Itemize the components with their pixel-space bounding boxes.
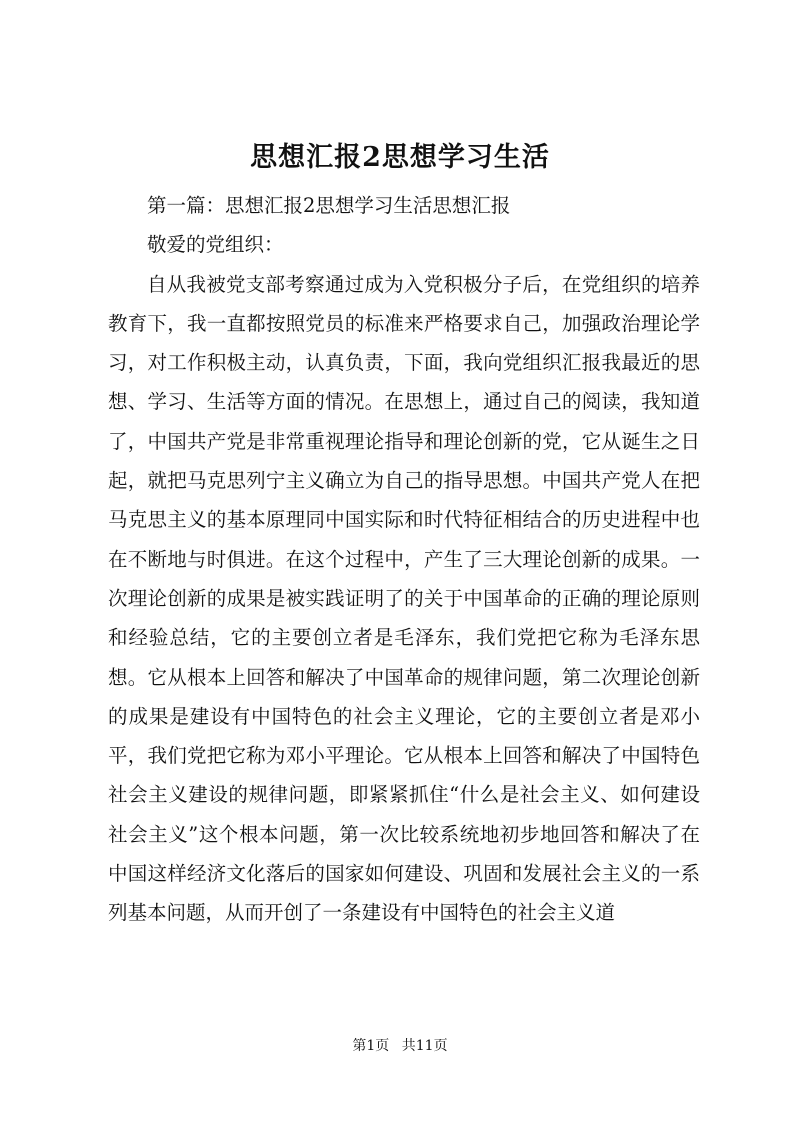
page-total: 共11页: [401, 1038, 448, 1054]
document-title: 思想汇报2思想学习生活: [250, 142, 550, 173]
body-paragraph: 自从我被党支部考察通过成为入党积极分子后，在党组织的培养教育下，我一直都按照党员的标准来严格要求自己，加强政治理论学习，对工作积极主动，认真负责，下面，我向党组织汇报我最近的思想、学习、生活等方面的情况。在思想上，通过自己的阅读，我知道了，中国共产党是非常重视理论指导和理论创新的党，它从诞生之日起，就把马克思列宁主义确立为自己的指导思想。中国共产党人在把马克思主义的基本原理同中国实际和时代特征相结合的历史进程中也在不断地与时俱进。在这个过程中，产生了三大理论创新的成果。一次理论创新的成果是被实践证明了的关于中国革命的正确的理论原则和经验总结，它的主要创立者是毛泽东，我们党把它称为毛泽东思想。它从根本上回答和解决了中国革命的规律问题，第二次理论创新的成果是建设有中国特色的社会主义理论，它的主要创立者是邓小平，我们党把它称为邓小平理论。它从根本上回答和解决了中国特色社会主义建设的规律问题，即紧紧抓住“什么是社会主义、如何建设社会主义”这个根本问题，第一次比较系统地初步地回答和解决了在中国这样经济文化落后的国家如何建设、巩固和发展社会主义的一系列基本问题，从而开创了一条建设有中国特色的社会主义道: [108, 272, 700, 925]
salutation-paragraph: 敬爱的党组织：: [147, 233, 284, 257]
page-footer: [0, 1036, 800, 1056]
subtitle-paragraph: 第一篇：思想汇报2思想学习生活思想汇报: [147, 194, 511, 217]
document-body: [108, 186, 700, 933]
page-number: 第1页: [352, 1038, 390, 1054]
